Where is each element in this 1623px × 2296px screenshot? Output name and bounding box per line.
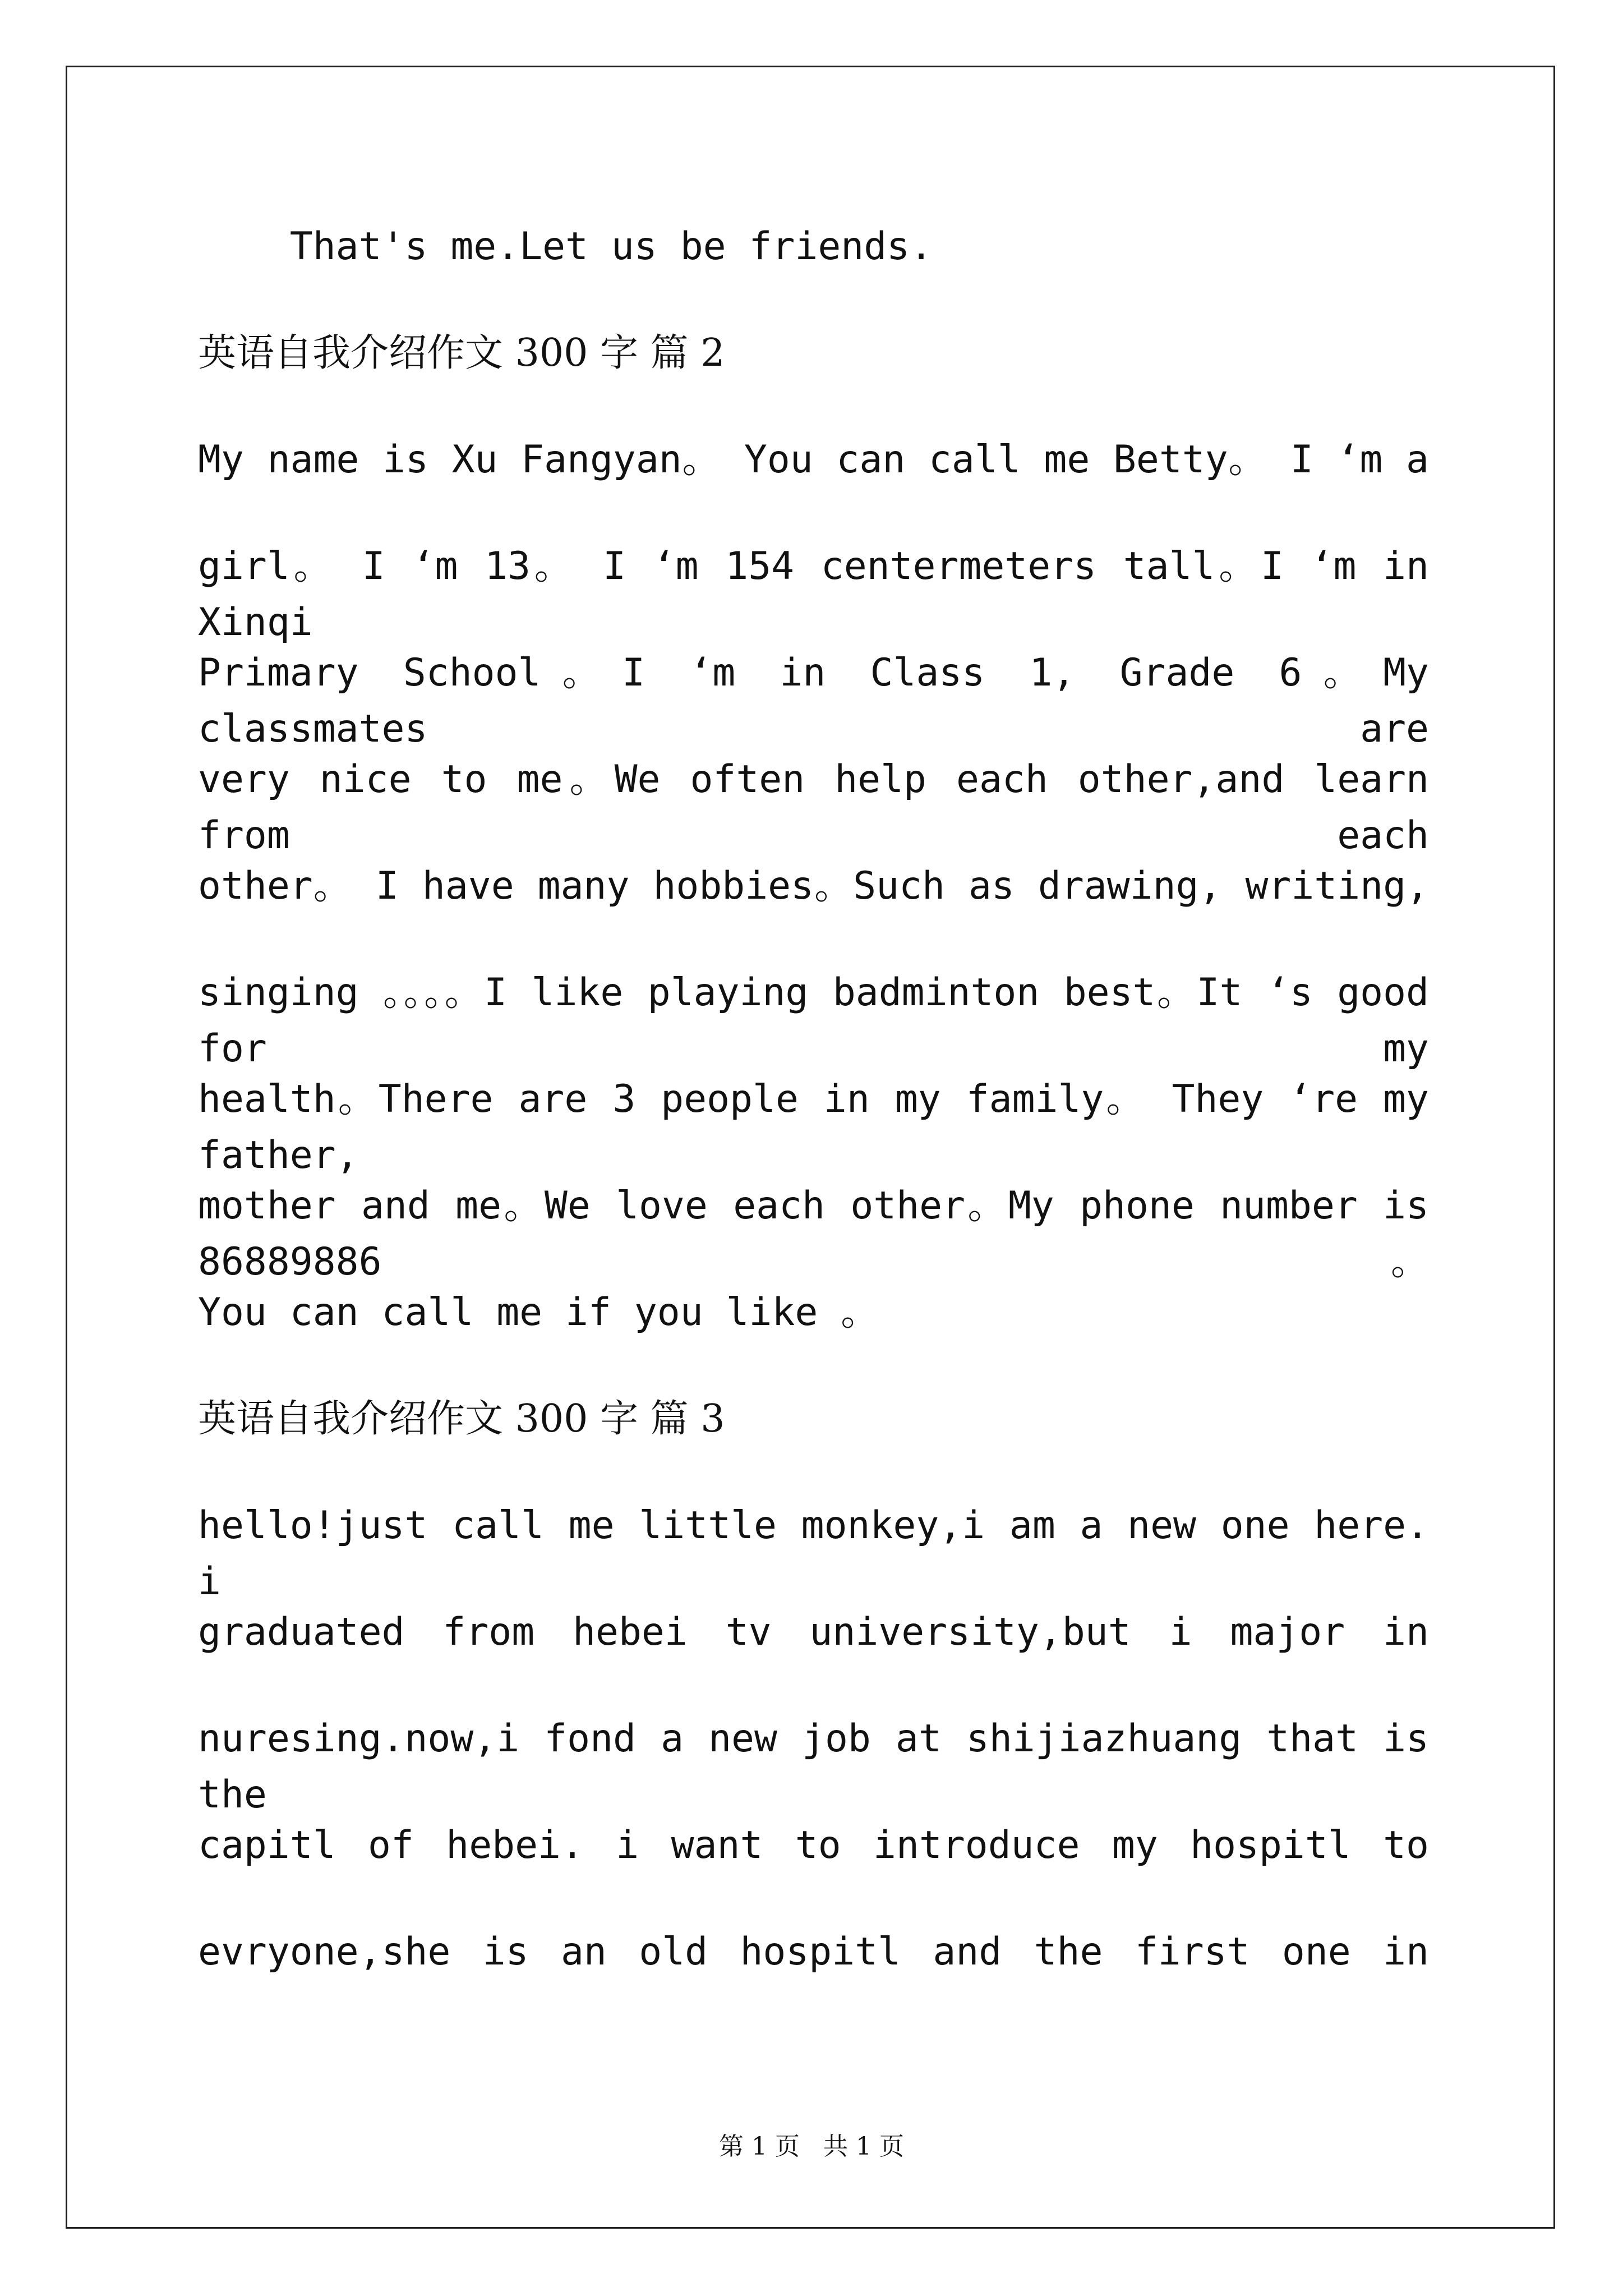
text-line: graduated from hebei tv university,but i major in <box>198 1610 1429 1654</box>
text-line: hello!just call me little monkey,i am a new one here. i <box>198 1503 1429 1604</box>
text-line: very nice to me。We often help each other,and learn from each <box>198 757 1429 858</box>
page-footer: 第 1 页 共 1 页 <box>719 2132 904 2161</box>
text-line: My name is Xu Fangyan。 You can call me Betty。 I ‘m a <box>198 438 1429 482</box>
text-line: evryone,she is an old hospitl and the first one in <box>198 1930 1429 1974</box>
text-line: health。There are 3 people in my family。 They ‘re my father, <box>198 1077 1429 1177</box>
section-heading: 英语自我介绍作文 300 字 篇 3 <box>198 1397 725 1441</box>
text-line: Primary School。I ‘m in Class 1, Grade 6。My classmates are <box>198 651 1429 751</box>
text-line: You can call me if you like 。 <box>198 1290 879 1335</box>
text-line: That's me.Let us be friends. <box>198 224 933 269</box>
text-line: girl。 I ‘m 13。 I ‘m 154 centermeters tall。I ‘m in Xinqi <box>198 544 1429 645</box>
text-line: nuresing.now,i fond a new job at shijiazhuang that is the <box>198 1717 1429 1817</box>
section-heading: 英语自我介绍作文 300 字 篇 2 <box>198 331 725 375</box>
text-line: singing 。。。。I like playing badminton best。It ‘s good for my <box>198 970 1429 1071</box>
text-line: mother and me。We love each other。My phone number is 86889886。 <box>198 1184 1429 1284</box>
text-line: other。 I have many hobbies。Such as drawing, writing, <box>198 864 1429 908</box>
text-line: capitl of hebei. i want to introduce my hospitl to <box>198 1823 1429 1867</box>
